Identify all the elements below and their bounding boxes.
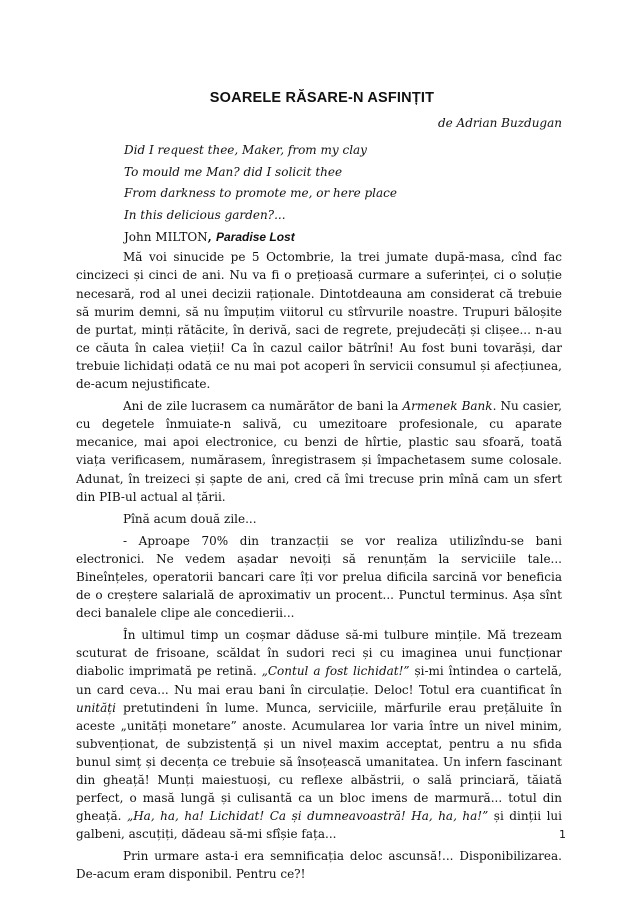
epigraph-line: To mould me Man? did I solicit thee [124, 164, 343, 179]
page-number: 1 [559, 828, 566, 841]
epigraph-line: In this delicious garden?... [124, 207, 286, 222]
epigraph-source [124, 226, 562, 248]
page-content [76, 90, 562, 884]
epigraph-line: From darkness to promote me, or here place [124, 186, 397, 201]
epigraph [124, 140, 562, 226]
body-paragraph: Pînă acum două zile... [123, 511, 257, 526]
quoted-speech: „Ha, ha, ha! Lichidat! Ca și dumneavoastră! Ha, ha, ha!” [126, 809, 489, 824]
quoted-speech: „Contul a fost lichidat!” [261, 664, 410, 679]
story-author: de Adrian Buzdugan [437, 116, 562, 130]
body-paragraph: - Aproape 70% din tranzacții se vor realiza utilizîndu-se bani electronici. Ne vedem așadar nevoiți să renunțăm la serviciile tale... Bineînțeles, operatorii bancari care îți vor prelua dificila sarcină vor beneficia de o creștere salarială de aproximativ un procent... Punctul terminus. Așa sînt deci banalele clipe ale concedierii... [76, 533, 562, 621]
epigraph-source-separator: , [207, 230, 217, 245]
paragraph-text: și dinții lui galbeni, ascuțiți, dădeau să-mi sfîșie fața... [76, 809, 562, 842]
epigraph-line: Did I request thee, Maker, from my clay [124, 143, 367, 157]
paragraph-text: și-mi întindea o cartelă, un card ceva... Nu mai erau bani în circulație. Deloc! Totul era cuantificat în [76, 664, 563, 697]
paragraph-text: . Nu casier, cu degetele înmuiate-n salivă, cu umezitoare profesionale, cu aparate mecanice, mai apoi electronice, cu benzi de hîrtie, plastic sau sfoară, toată viața verificasem, numărasem, înregistrasem și împachetasem sume colosale. Adunat, în treizeci și șapte de ani, cred că îmi trecuse prin mînă cam un sfert din PIB-ul actual al țării. [76, 399, 562, 504]
body-paragraph [76, 626, 562, 843]
epigraph-source-work: Paradise Lost [216, 230, 295, 245]
paragraph-text: În ultimul timp un coșmar dăduse să-mi tulbure mințile. Mă trezeam scuturat de frisoane, scăldat în sudori reci și cu imaginea unui funcționar diabolic imprimată pe retină. [76, 628, 562, 679]
emphasized-word: unități [76, 700, 116, 715]
paragraph-text: pretutindeni în lume. Munca, serviciile, mărfurile erau prețăluite în aceste „unități monetare” anoste. Acumularea lor varia între un nivel minim, subvenționat, de subzistență și un nivel maxim acceptat, pentru a nu sfida bunul simț și decența ce trebuie să însoțească umanitatea. Un infern fascinant din gheață! Munți maiestuoși, cu reflexe albăstrii, o sală princiară, tăiată perfect, o masă lungă și culisantă ca un bloc imens de marmură... totul din gheață. [76, 700, 562, 824]
body-paragraph: Mă voi sinucide pe 5 Octombrie, la trei jumate după-masa, cînd fac cincizeci și cinci de ani. Nu va fi o prețioasă curmare a suferinței, ci o soluție necesară, rod al unei decizii raționale. Dintotdeauna am considerat că trebuie să murim demni, să nu împuțim viitorul cu stîrvurile noastre. Trupuri băloșite de purtat, minți rătăcite, în derivă, saci de regrete, prejudecăți și clișee... n-au ce căuta în calea vieții! Ca în cazul cailor bătrîni! Au fost buni tovarăși, dar trebuie lichidați odată ce nu mai pot acoperi în servicii consumul și afecțiunea, de-acum nejustificate. [76, 250, 562, 392]
epigraph-source-author: John MILTON [124, 230, 208, 245]
story-title: SOARELE RĂSARE-N ASFINȚIT [209, 90, 435, 106]
paragraph-text: Ani de zile lucrasem ca numărător de bani la [123, 399, 403, 414]
bank-name: Armenek Bank [402, 399, 493, 414]
body-paragraph [76, 397, 562, 506]
body-paragraph: Prin urmare asta-i era semnificația deloc ascunsă!... Disponibilizarea. De-acum eram disponibil. Pentru ce?! [76, 849, 562, 882]
